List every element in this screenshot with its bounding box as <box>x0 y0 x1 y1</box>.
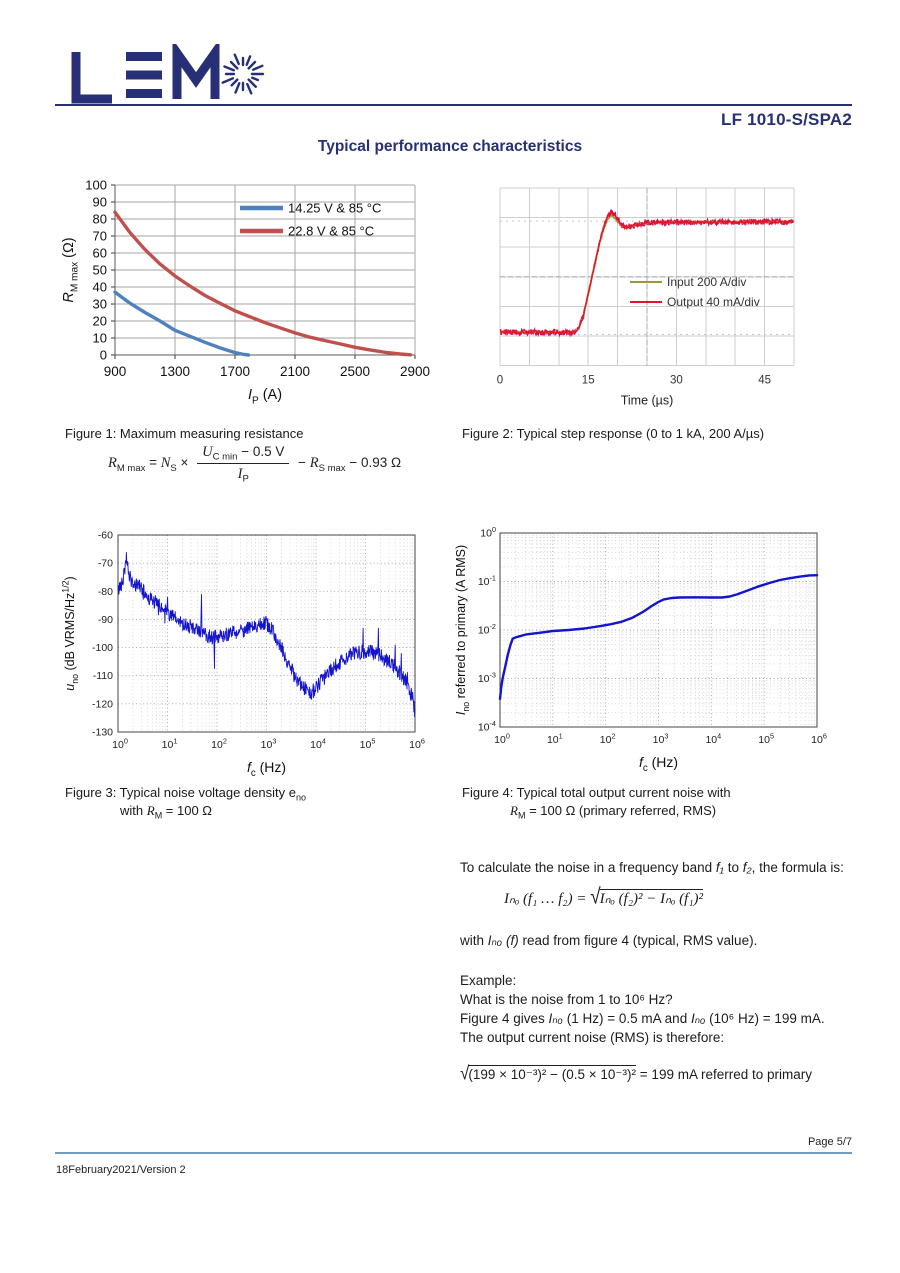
footer-rule <box>55 1152 852 1154</box>
svg-text:70: 70 <box>92 228 107 244</box>
svg-text:100: 100 <box>85 177 107 193</box>
svg-text:900: 900 <box>103 364 127 379</box>
svg-text:100: $10^0$ <box>480 525 496 540</box>
svg-text:-60: -60 <box>97 529 113 542</box>
svg-text:103: $10^3$ <box>652 731 669 746</box>
svg-text:1700: 1700 <box>219 364 251 379</box>
svg-text:-100: -100 <box>91 642 113 655</box>
svg-text:10-1: $10^{-1}$ <box>477 573 496 588</box>
section-title: Typical performance characteristics <box>317 138 583 155</box>
svg-text:2900: 2900 <box>399 364 431 379</box>
svg-text:50: 50 <box>92 262 107 278</box>
svg-text:10: 10 <box>92 330 107 346</box>
page-number: Page 5/7 <box>807 1136 852 1148</box>
noise-calculation-block <box>460 858 858 1084</box>
svg-text:105: $10^5$ <box>359 736 376 751</box>
figure2-chart <box>460 178 836 410</box>
svg-text:106: $10^6$ <box>409 736 425 751</box>
svg-text:fc (Hz): $f_c$ (Hz) <box>246 759 287 780</box>
svg-text:-70: -70 <box>97 557 113 570</box>
noise-intro: To calculate the noise in a frequency band f₁ to f₂, the formula is: <box>460 860 844 875</box>
svg-text:102: $10^2$ <box>599 731 616 746</box>
svg-text:101: $10^1$ <box>161 736 178 751</box>
svg-text:104: $10^4$ <box>705 731 722 746</box>
svg-text:Time (µs): Time (µs) <box>620 393 674 408</box>
noise-final-formula: √(199 × 10⁻³)² − (0.5 × 10⁻³)² = 199 mA referred to primary <box>460 1062 812 1084</box>
svg-text:14.25 V & 85 °C: 14.25 V & 85 °C <box>288 200 382 216</box>
svg-text:90: 90 <box>92 194 107 210</box>
product-title: LF 1010-S/SPA2 <box>721 110 852 129</box>
svg-text:10-3: $10^{-3}$ <box>477 670 496 685</box>
lem-logo <box>64 44 269 112</box>
svg-text:103: $10^3$ <box>260 736 277 751</box>
figure1-formula: $R_{M max} = N_S$ × $\frac{U_{C min} - 0.5 V}{I_P}$ − $R_{S max} - 0.93$ Ω <box>108 444 402 485</box>
svg-text:-80: -80 <box>97 585 113 598</box>
noise-formula: Iₙₒ (f₁ … f₂) = √Iₙₒ (f₂)² − Iₙₒ (f₁)² <box>504 885 704 910</box>
svg-text:-90: -90 <box>97 613 113 626</box>
svg-text:RM max (Ω): $R_{M max}$ (Ω) <box>61 237 81 303</box>
svg-text:20: 20 <box>92 313 107 329</box>
figure2-caption <box>462 426 764 441</box>
formula-fraction: $\frac{U_{C min} - 0.5 V}{I_P}$ <box>197 444 289 483</box>
svg-text:80: 80 <box>92 211 107 227</box>
svg-text:30: 30 <box>92 296 107 312</box>
svg-text:Input 200 A/div: Input 200 A/div <box>667 275 747 289</box>
formula-var-I: I <box>237 466 243 482</box>
formula-var-R: R <box>108 455 117 472</box>
version-info: 18February2021/Version 2 <box>56 1164 186 1176</box>
svg-text:101: $10^1$ <box>546 731 563 746</box>
svg-text:100: $10^0$ <box>494 731 510 746</box>
figure1-caption-text: Figure 1: Maximum measuring resistance <box>65 426 304 441</box>
formula-var-N: N <box>160 455 171 472</box>
svg-text:0: 0 <box>99 347 107 363</box>
svg-text:100: $10^0$ <box>112 736 128 751</box>
svg-text:-120: -120 <box>91 698 113 711</box>
figure4-caption: Figure 4: Typical total output current noise with $R_M = 100$ Ω (primary referred, RMS) <box>462 785 731 821</box>
svg-text:-110: -110 <box>92 670 113 683</box>
svg-text:0: 0 <box>496 374 504 387</box>
svg-text:40: 40 <box>92 279 107 295</box>
radical-sign: √ <box>460 1062 470 1084</box>
svg-text:fc (Hz): $f_c$ (Hz) <box>638 754 679 775</box>
svg-text:45: 45 <box>758 374 771 387</box>
svg-text:60: 60 <box>92 245 107 261</box>
svg-text:104: $10^4$ <box>310 736 326 751</box>
figure2-caption-text: Figure 2: Typical step response (0 to 1 kA, 200 A/µs) <box>462 426 765 441</box>
figure4-chart <box>450 520 860 782</box>
svg-text:2500: 2500 <box>339 364 371 379</box>
figure3-caption: Figure 3: Typical noise voltage density $e_{no}$ with $R_M = 100$ Ω <box>65 785 307 821</box>
svg-text:Ino referred to primary (A RM: $I_{no}$ referred to primary (A RMS) <box>454 544 471 716</box>
svg-text:30: 30 <box>670 374 683 387</box>
svg-text:10-2: $10^{-2}$ <box>477 622 496 637</box>
svg-text:-130: -130 <box>91 726 113 739</box>
figure3-chart <box>58 524 455 790</box>
svg-text:2100: 2100 <box>279 364 311 379</box>
svg-text:15: 15 <box>581 374 595 387</box>
svg-text:106: $10^6$ <box>811 731 827 746</box>
header-rule <box>55 104 852 106</box>
noise-with-line: with Iₙₒ (f) read from figure 4 (typical, RMS value). <box>460 933 758 948</box>
svg-text:105: $10^5$ <box>758 731 775 746</box>
svg-text:IP (A): $I_P$ (A) <box>247 387 283 407</box>
svg-text:22.8 V & 85 °C: 22.8 V & 85 °C <box>288 223 375 239</box>
svg-text:10-4: $10^{-4}$ <box>477 719 496 734</box>
svg-text:102: $10^2$ <box>211 736 227 751</box>
noise-example: Example: What is the noise from 1 to 10⁶ Hz? Figure 4 gives Iₙₒ (1 Hz) = 0.5 mA and Iₙₒ (10⁶ Hz) = 199 mA. The output current noise (RMS) is therefore: <box>460 973 825 1045</box>
radical-sign: √ <box>590 885 601 910</box>
figure1-chart <box>58 177 452 425</box>
formula-var-Rs: R <box>309 455 319 472</box>
svg-text:Output 40 mA/div: Output 40 mA/div <box>667 295 760 309</box>
formula-var-U: U <box>202 444 213 460</box>
svg-text:uno (dB VRMS/Hz1/2): $u_{no}$ (dB VRMS/$Hz^{1/2}$) <box>60 576 80 691</box>
svg-text:1300: 1300 <box>159 364 191 379</box>
figure1-caption <box>65 426 303 441</box>
